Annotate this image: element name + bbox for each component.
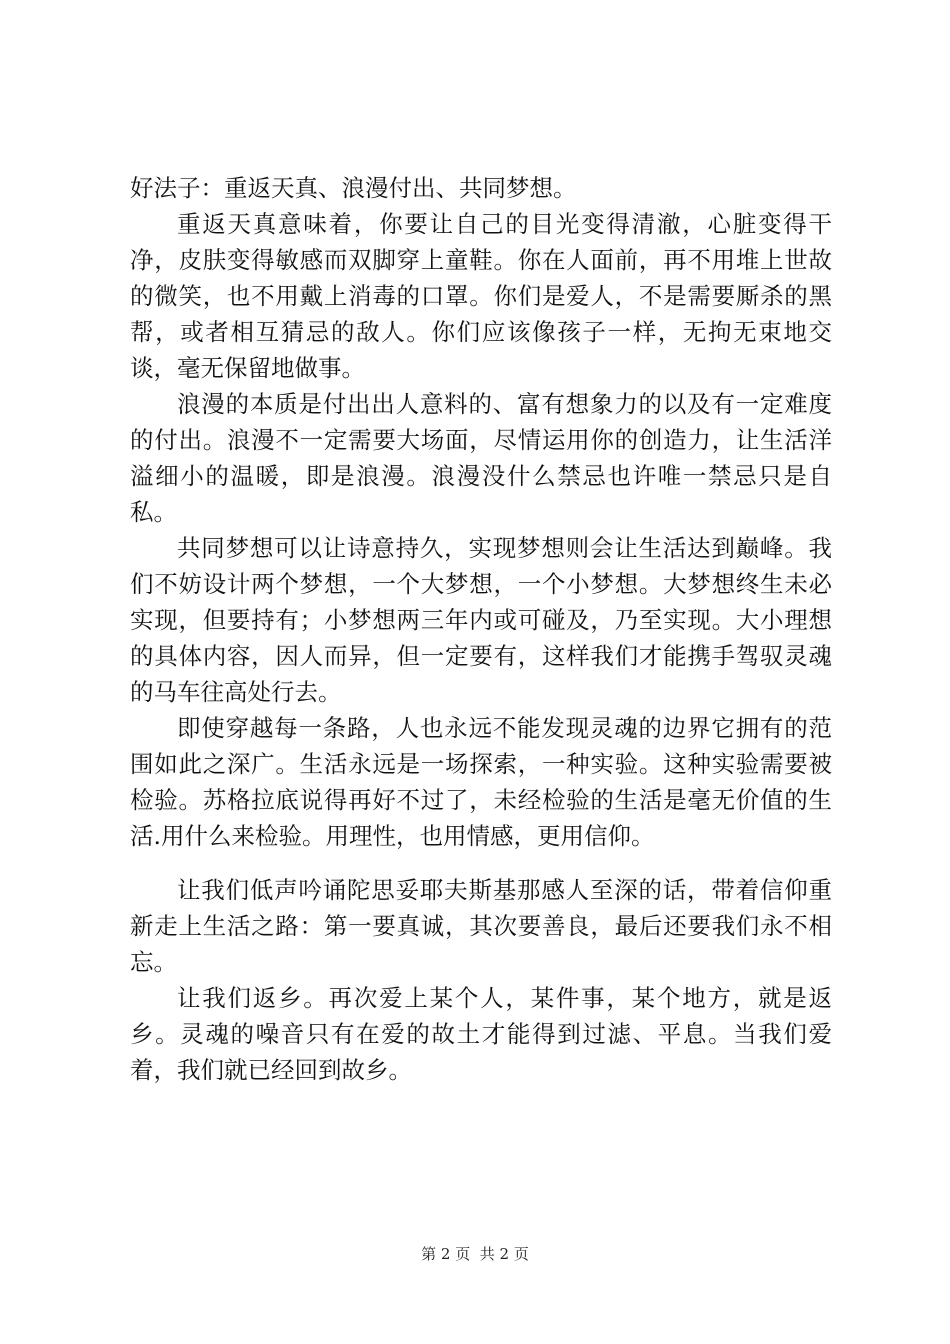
document-body [130,170,832,1088]
paragraph-7: 让我们返乡。再次爱上某个人，某件事，某个地方，就是返乡。灵魂的噪音只有在爱的故土才能得到过滤、平息。当我们爱着，我们就已经回到故乡。 [130,984,832,1084]
paragraph-6: 让我们低声吟诵陀思妥耶夫斯基那感人至深的话，带着信仰重新走上生活之路：第一要真诚，其次要善良，最后还要我们永不相忘。 [130,876,832,976]
paragraph-2: 重返天真意味着，你要让自己的目光变得清澈，心脏变得干净，皮肤变得敏感而双脚穿上童鞋。你在人面前，再不用堆上世故的微笑，也不用戴上消毒的口罩。你们是爱人，不是需要厮杀的黑帮，或者相互猜忌的敌人。你们应该像孩子一样，无拘无束地交谈，毫无保留地做事。 [130,210,832,382]
paragraph-4: 共同梦想可以让诗意持久，实现梦想则会让生活达到巅峰。我们不妨设计两个梦想，一个大梦想，一个小梦想。大梦想终生未必实现，但要持有；小梦想两三年内或可碰及，乃至实现。大小理想的具体内容，因人而异，但一定要有，这样我们才能携手驾驭灵魂的马车往高处行去。 [130,534,832,706]
paragraph-5: 即使穿越每一条路，人也永远不能发现灵魂的边界它拥有的范围如此之深广。生活永远是一场探索，一种实验。这种实验需要被检验。苏格拉底说得再好不过了，未经检验的生活是毫无价值的生活.用什么来检验。用理性，也用情感，更用信仰。 [130,714,832,850]
page-footer: 第 2 页 共 2 页 [421,1245,529,1263]
paragraph-1: 好法子：重返天真、浪漫付出、共同梦想。 [130,174,577,202]
paragraph-3: 浪漫的本质是付出出人意料的、富有想象力的以及有一定难度的付出。浪漫不一定需要大场面，尽情运用你的创造力，让生活洋溢细小的温暖，即是浪漫。浪漫没什么禁忌也许唯一禁忌只是自私。 [130,390,832,526]
